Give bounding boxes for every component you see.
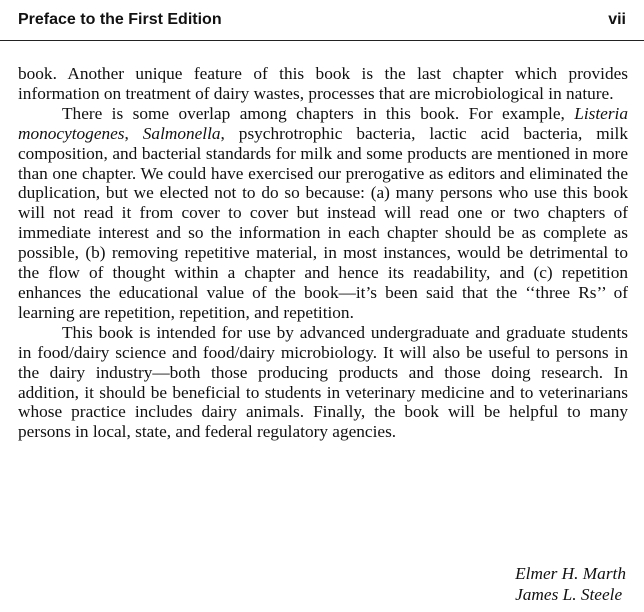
species-listeria: Listeria monocytogenes <box>18 103 628 143</box>
species-salmonella: Salmonella <box>142 123 221 143</box>
header-rule <box>0 40 644 41</box>
paragraph-overlap-lead: There is some overlap among chapters in this book. For example, <box>62 103 575 123</box>
running-head <box>18 0 628 40</box>
page-number: vii <box>608 11 626 28</box>
paragraph-overlap <box>18 104 628 323</box>
preface-body <box>18 64 628 442</box>
editor-signatures <box>515 563 626 605</box>
paragraph-audience: This book is intended for use by advanced undergraduate and graduate students in food/dairy science and food/dairy microbiology. It will also be useful to persons in the dairy industry—both those producing products and those doing research. In addition, it should be beneficial to students in veterinary medicine and to veterinarians whose practice includes dairy animals. Finally, the book will be helpful to many persons in local, state, and federal regulatory agencies. <box>18 322 628 442</box>
editor-name: Elmer H. Marth <box>515 564 626 583</box>
paragraph-overlap-separator: , <box>124 123 143 143</box>
paragraph-overlap-rest: , psychrotrophic bacteria, lactic acid bacteria, milk composition, and bacterial standards for milk and some products are mentioned in more than one chapter. We could have exercised our prerogative as editors and eliminated the duplication, but we elected not to do so because: (a) many persons who use this book will not read it from cover to cover but instead will read one or two chapters of immediate interest and so the information in each chapter should be as complete as possible, (b) removing repetitive material, in most instances, would be detrimental to the flow of thought within a chapter and hence its readability, and (c) repetition enhances the educational value of the book—it’s been said that the ‘‘three Rs’’ of learning are repetition, repetition, and repetition. <box>18 123 628 322</box>
running-head-title: Preface to the First Edition <box>18 11 222 28</box>
editor-name: James L. Steele <box>515 585 623 604</box>
paragraph-continuation: book. Another unique feature of this book is the last chapter which provides information on treatment of dairy wastes, processes that are microbiological in nature. <box>18 64 628 103</box>
